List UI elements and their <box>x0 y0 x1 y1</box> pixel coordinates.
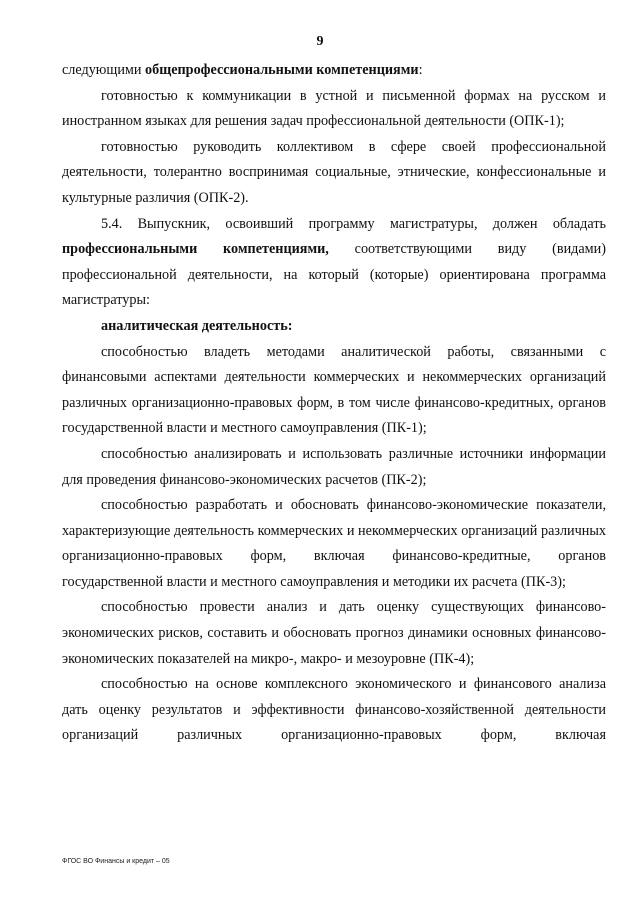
competencies-intro <box>62 58 606 84</box>
pk-5-partial-paragraph: способностью на основе комплексного экономического и финансового анализа дать оценку результатов и эффективности финансово-хозяйственной деятельности организаций различных организационно-правовых форм, включая <box>62 676 606 744</box>
opk-1-paragraph: готовностью к коммуникации в устной и письменной формах на русском и иностранном языках для решения задач профессиональной деятельности (ОПК-1); <box>62 87 606 130</box>
pk-3-paragraph: способностью разработать и обосновать финансово-экономические показатели, характеризующие деятельность коммерческих и некоммерческих организаций различных организационно-правовых форм, включая финансово-кредитные, органов государственной власти и местного самоуправления и методики их расчета (ПК-3); <box>62 497 606 590</box>
analytic-heading-text: аналитическая деятельность: <box>101 317 293 334</box>
footer-label: ФГОС ВО Финансы и кредит – 05 <box>62 858 170 865</box>
pk-2-paragraph: способностью анализировать и использовать различные источники информации для проведения финансово-экономических расчетов (ПК-2); <box>62 445 606 488</box>
section-5-4-text: 5.4. Выпускник, освоивший программу магистратуры, должен обладать <box>101 215 606 232</box>
page-number: 9 <box>316 34 324 49</box>
pk-4-paragraph: способностью провести анализ и дать оценку существующих финансово-экономических рисков, составить и обосновать прогноз динамики основных финансово-экономических показателей на микро-, макро- и мезоуровне (ПК-4); <box>62 599 606 667</box>
document-body <box>62 58 606 749</box>
pk-1-paragraph: способностью владеть методами аналитической работы, связанными с финансовыми аспектами деятельности коммерческих и некоммерческих организаций различных организационно-правовых форм, в том числе финансово-кредитных, органов государственной власти и местного самоуправления (ПК-1); <box>62 343 606 437</box>
section-5-4-paragraph <box>62 212 606 314</box>
intro-bold: общепрофессиональными компетенциями <box>145 62 419 78</box>
analytic-heading <box>62 314 606 340</box>
section-5-4-bold: профессиональными компетенциями, <box>62 241 329 258</box>
intro-text: следующими <box>62 62 146 78</box>
section-5-4-tail: соответствующими виду (видами) профессиональной деятельности, на который (которые) ориентирована программа магистратуры: <box>62 241 606 309</box>
intro-colon: : <box>418 62 423 78</box>
opk-2-paragraph: готовностью руководить коллективом в сфере своей профессиональной деятельности, толерантно воспринимая социальные, этнические, конфессиональные и культурные различия (ОПК-2). <box>62 138 606 206</box>
